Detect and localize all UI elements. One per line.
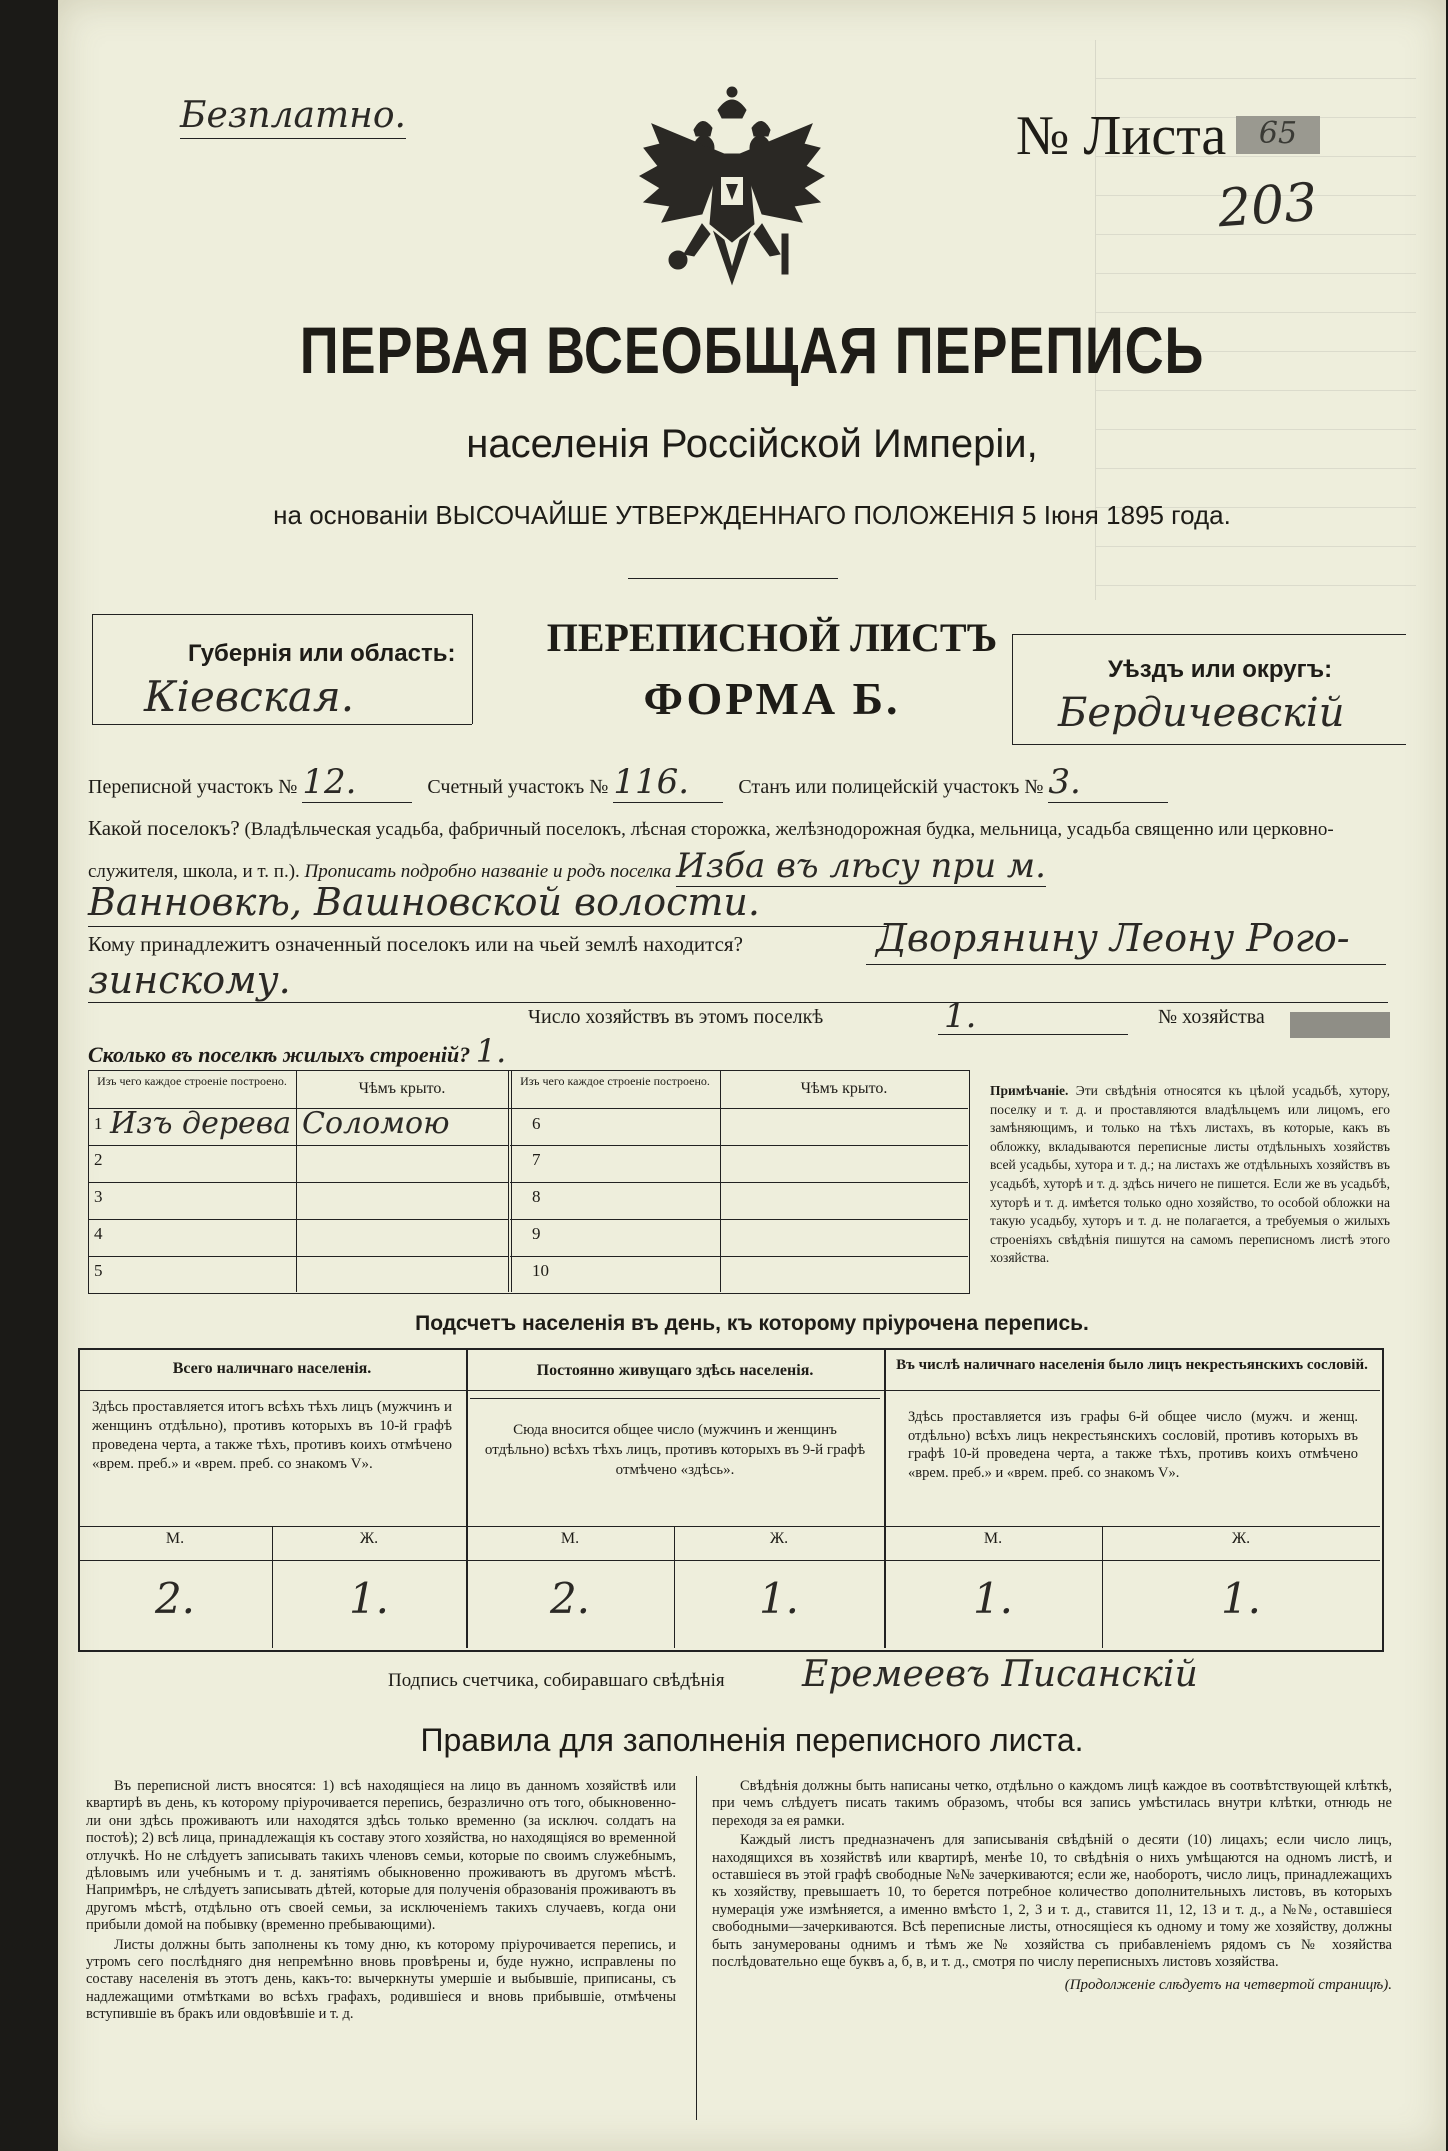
census-sheet (58, 0, 1446, 2151)
bt-row-n: 5 (94, 1261, 103, 1280)
bt-col-roof-right: Чѣмъ крыто. (800, 1080, 888, 1097)
settlement-hint: (Владѣльческая усадьба, фабричный поселокъ, лѣсная сторожка, желѣзнодорожная будка, мельница, усадьба священно или церковно-служителя, школа, и т. п.). (88, 819, 1334, 882)
main-title: ПЕРВАЯ ВСЕОБЩАЯ ПЕРЕПИСЬ (299, 313, 1205, 387)
count-nonpeasant-m: 1. (972, 1574, 1014, 1623)
count-m-label: М. (165, 1530, 185, 1547)
count-nonpeasant-f: 1. (1220, 1574, 1262, 1623)
count-section-total-desc: Здѣсь проставляется итогъ всѣхъ тѣхъ лицъ (мужчинъ и женщинъ отдѣльно), противъ которыхъ въ 10-й графѣ проведена черта, а также тѣхъ, противъ коихъ отмѣчено «врем. преб.» и «врем. преб. со знакомъ V». (92, 1399, 452, 1472)
settlement-block (88, 810, 1388, 890)
subtitle: населенія Россійской Имперіи, (466, 422, 1038, 466)
count-total-f: 1. (348, 1574, 390, 1623)
legal-basis: на основаніи ВЫСОЧАЙШЕ УТВЕРЖДЕННАГО ПОЛОЖЕНІЯ 5 Іюня 1895 года. (273, 500, 1231, 530)
bt-row-n: 3 (94, 1187, 103, 1206)
buildings-question: Сколько въ поселкѣ жилыхъ строеній? 1. (88, 1032, 507, 1070)
bt-col-material-left: Изъ чего каждое строеніе построено. (97, 1074, 287, 1088)
households-label: Число хозяйствъ въ этомъ поселкѣ (528, 1006, 824, 1028)
count-resident-m: 2. (549, 1574, 591, 1623)
rule-paragraph: Свѣдѣнія должны быть написаны четко, отдѣльно о каждомъ лицѣ каждое въ соотвѣтствующей клѣткѣ, при чемъ слѣдуетъ писать такимъ образомъ, чтобы вся запись умѣстилась внутри клѣтки, отнюдь не переходя за ея рамки. (712, 1778, 1392, 1829)
signature-label: Подпись счетчика, собиравшаго свѣдѣнія (388, 1670, 725, 1691)
count-section-nonpeasant-title: Въ числѣ наличнаго населенія было лицъ некрестьянскихъ сословій. (896, 1357, 1368, 1373)
title-separator (628, 578, 838, 579)
bt-row-n: 6 (532, 1114, 541, 1133)
precinct-value: 12. (302, 762, 412, 803)
sheet-number-label: № Листа (1016, 105, 1227, 167)
settlement-value-2: Ванновкѣ, Вашновской волости. (88, 880, 760, 924)
settlement-value-1: Изба въ лѣсу при м. (676, 846, 1046, 886)
population-count-title: Подсчетъ населенія въ день, къ которому пріурочена перепись. (415, 1312, 1089, 1335)
uyezd-label: Уѣздъ или округъ: (1108, 656, 1333, 683)
bt-row-n: 8 (532, 1187, 541, 1206)
rule-paragraph: Листы должны быть заполнены къ тому дню, къ которому пріурочивается перепись, и утромъ сего послѣдняго дня непремѣнно вновь провѣрены и, буде нужно, исправлены по составу населенія въ этотъ день, какъ-то: вычеркнуты умершіе и выбывшіе, приписаны, съ надлежащими отмѣтками во всѣхъ графахъ, родившіеся и вновь прибывшіе, отмѣчены вступившіе въ бракъ или овдовѣвшіе и т. д. (86, 1936, 676, 2023)
rules-title: Правила для заполненія переписного листа. (420, 1722, 1084, 1758)
bt-row-n: 2 (94, 1150, 103, 1169)
count-f-label: Ж. (769, 1530, 789, 1547)
stan-value: 3. (1048, 762, 1168, 803)
note-label: Примѣчаніе. (990, 1083, 1069, 1098)
uyezd-value: Бердичевскій (1058, 690, 1345, 736)
guberniya-label: Губернія или область: (188, 640, 456, 667)
bt-col-material-right: Изъ чего каждое строеніе построено. (520, 1074, 710, 1088)
bt-row-material: Изъ дерева (110, 1106, 292, 1141)
count-f-label: Ж. (359, 1530, 379, 1547)
rule-paragraph: Каждый листъ предназначенъ для записыванія свѣдѣній о десяти (10) лицахъ; если число лицъ, находящихся въ хозяйствѣ или квартирѣ, менѣе 10, то свѣдѣнія о нихъ умѣщаются на одномъ листѣ, и оставшіеся въ этой графѣ свободные №№ зачеркиваются; если же, наоборотъ, число лицъ, принадлежащихъ къ хозяйству, превышаетъ 10, то берется потребное количество дополнительныхъ листовъ, въ которыхъ нумерація уже измѣняется, а именно вмѣсто 1, 2, 3 и т. д., ставится 11, 12, 13 и т. д., а №№, оставшіеся свободными—зачеркиваются. Всѣ переписные листы, относящіеся къ одному и тому же хозяйству, должны быть занумерованы однимъ и тѣмъ же № хозяйства съ прибавленіемъ рядомъ съ № хозяйства послѣдовательно еще буквъ а, б, в, и т. д., смотря по числу переписныхъ листовъ хозяйства. (712, 1832, 1392, 1971)
count-resident-f: 1. (758, 1574, 800, 1623)
bt-row-n: 4 (94, 1224, 103, 1243)
imperial-eagle-icon (632, 84, 832, 298)
stan-label: Станъ или полицейскій участокъ № (738, 776, 1044, 798)
count-district-value: 116. (613, 762, 723, 803)
note-text: Эти свѣдѣнія относятся къ цѣлой усадьбѣ, хутору, поселку и т. д. и проставляются владѣльцемъ или лицомъ, его замѣняющимъ, и только на тѣхъ листахъ, въ которые, какъ въ обложку, вкладываются переписные листы отдѣльныхъ хозяйствъ всей усадьбы, хутора и т. д.; на листахъ же отдѣльныхъ хозяйствъ въ усадьбѣ, хуторѣ и т. д. здѣсь ничего не пишется. Если же въ усадьбѣ, хуторѣ и т. д. имѣется только одно хозяйство, то особой обложки на такую усадьбу, хуторъ и т. д. не полагается, а требуемыя о жилыхъ строеніяхъ свѣдѣнія пишутся на самомъ переписномъ листѣ этого хозяйства. (990, 1083, 1390, 1266)
count-section-resident-desc: Сюда вносится общее число (мужчинъ и женщинъ отдѣльно) всѣхъ тѣхъ лицъ, противъ которыхъ въ 9-й графѣ отмѣчено «здѣсь». (484, 1422, 866, 1478)
owner-value-1: Дворянину Леону Рого- (876, 916, 1350, 960)
owner-question: Кому принадлежитъ означенный поселокъ или на чьей землѣ находится? (88, 932, 743, 956)
bt-col-roof-left: Чѣмъ крыто. (358, 1080, 446, 1097)
bt-row-n: 7 (532, 1150, 541, 1169)
bt-row-roof: Соломою (302, 1106, 450, 1141)
count-section-nonpeasant-desc: Здѣсь проставляется изъ графы 6-й общее число (мужч. и женщ. отдѣльно) всѣхъ лицъ некрестьянскихъ сословій, противъ которыхъ въ графѣ 10-й проведена черта, а также тѣхъ, противъ коихъ отмѣчено «врем. преб.» и «врем. преб. со знакомъ V». (908, 1409, 1358, 1481)
precinct-label: Переписной участокъ № (88, 776, 298, 798)
precinct-line (88, 762, 1168, 803)
household-number-redacted (1290, 1012, 1390, 1038)
bt-row-n: 1 (94, 1114, 103, 1133)
count-section-total-title: Всего наличнаго населенія. (172, 1360, 372, 1377)
sheet-number-handwritten: 203 (1216, 172, 1320, 240)
rules-right-column (712, 1778, 1392, 1995)
free-label: Безплатно. (180, 95, 406, 139)
count-district-label: Счетный участокъ № (427, 776, 609, 798)
count-m-label: М. (983, 1530, 1003, 1547)
form-title: ПЕРЕПИСНОЙ ЛИСТЪ (546, 615, 998, 660)
households-value: 1. (944, 996, 977, 1036)
sheet-number-crossed: 65 (1236, 116, 1320, 154)
count-total-m: 2. (154, 1574, 196, 1623)
household-number-label: № хозяйства (1158, 1006, 1265, 1028)
settlement-instruction: Прописать подробно названіе и родъ поселка (304, 861, 672, 882)
count-f-label: Ж. (1231, 1530, 1251, 1547)
buildings-value: 1. (475, 1032, 507, 1070)
bt-row-n: 9 (532, 1224, 541, 1243)
guberniya-value: Кіевская. (144, 672, 355, 721)
note-block (990, 1082, 1390, 1268)
count-m-label: М. (560, 1530, 580, 1547)
bt-row-n: 10 (532, 1261, 549, 1280)
form-name: ФОРМА Б. (643, 673, 901, 724)
rule-paragraph: Въ переписной листъ вносятся: 1) всѣ находящіеся на лицо въ данномъ хозяйствѣ или квартирѣ въ день, къ которому пріурочивается перепись, безразлично отъ того, обыкновенно-ли они здѣсь проживаютъ или находятся здѣсь только временно (за исключ. солдатъ на постоѣ); 2) всѣ лица, принадлежащія къ составу этого хозяйства, но находящіяся во временной отлучкѣ. Но не слѣдуетъ записывать такихъ членовъ семьи, которые по своимъ служебнымъ, дѣловымъ или учебнымъ и т. д. занятіямъ обыкновенно проживаютъ въ другомъ мѣстѣ. Напримѣръ, не слѣдуетъ записывать дѣтей, которые для полученія образованія проживаютъ въ другомъ мѣстѣ, отдѣльно отъ своей семьи, за исключеніемъ такихъ случаевъ, когда они прибыли домой на побывку (временно пребывающими). (86, 1778, 676, 1934)
rules-left-column (86, 1778, 676, 2026)
settlement-question: Какой поселокъ? (88, 816, 240, 840)
count-section-resident-title: Постоянно живущаго здѣсь населенія. (536, 1362, 814, 1379)
counter-signature: Еремеевъ Писанскій (802, 1654, 1198, 1695)
owner-value-2: зинскому. (88, 958, 291, 1002)
continued-note: (Продолженіе слѣдуетъ на четвертой страницѣ). (1064, 1977, 1392, 1994)
